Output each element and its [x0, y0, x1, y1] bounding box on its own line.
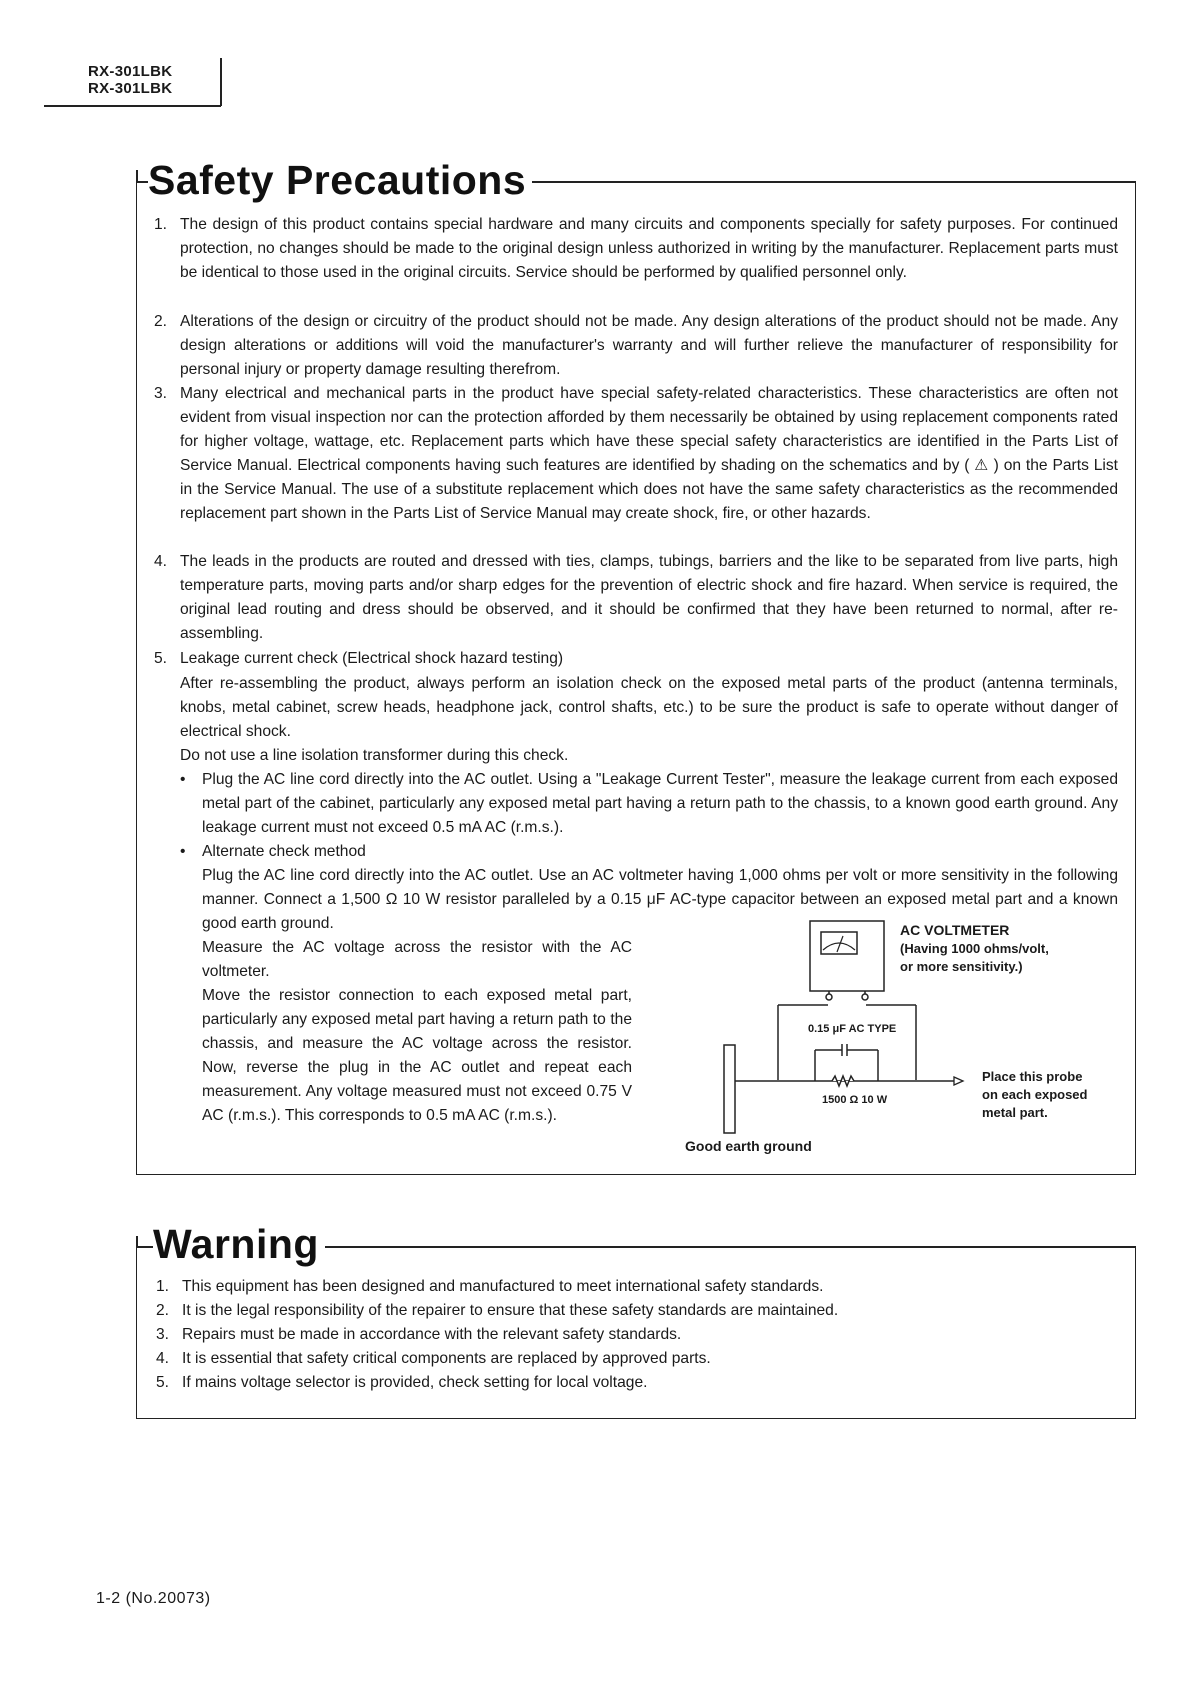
resistor-label: 1500 Ω 10 W [822, 1094, 888, 1106]
ground-label: Good earth ground [685, 1138, 812, 1154]
bullet-dot: • [180, 771, 186, 788]
warning-item-3-number: 3. [156, 1326, 170, 1343]
safety-item-4 [154, 550, 1118, 646]
warning-item-2 [156, 1299, 1116, 1323]
warning-title: Warning [153, 1222, 325, 1266]
safety-item-5 [154, 647, 1118, 671]
voltmeter-terminal-right [862, 994, 868, 1000]
model-designation [88, 63, 172, 97]
model-line-2: RX-301LBK [88, 80, 173, 97]
safety-item-2-text: Alterations of the design or circuitry of the product should not be made. Any design alterations of the product should not be made. Any design alterations or additions will void the manufacturer's warranty and will further relieve the manufacturer of responsibility for personal injury or property damage resulting therefrom. [180, 313, 1118, 378]
warning-item-4 [156, 1347, 1116, 1371]
safety-item-3-text: Many electrical and mechanical parts in the product have special safety-related characteristics. These characteristics are often not evident from visual inspection nor can the protection afforded by them necessarily be obtained by using replacement components rated for higher voltage, wattage, etc. Replacement parts which have these special safety characteristics are identified in the Parts List of Service Manual. Electrical components having such features are identified by shading on the schematics and by ( ⚠ ) on the Parts List in the Service Manual. The use of a substitute replacement which does not have the same safety characteristics as the recommended replacement part shown in the Parts List of Service Manual may create shock, fire, or other hazards. [180, 385, 1118, 522]
warning-item-4-number: 4. [156, 1350, 170, 1367]
warning-item-5-text: If mains voltage selector is provided, check setting for local voltage. [182, 1374, 648, 1391]
safety-item-1-number: 1. [154, 216, 168, 233]
safety-item-1-text: The design of this product contains special hardware and many circuits and components specially for safety purposes. For continued protection, no changes should be made to the original design unless authorized in writing by the manufacturer. Replacement parts must be identical to those used in the original circuits. Service should be performed by qualified personnel only. [180, 216, 1118, 281]
alternate-check-bullet [180, 840, 1118, 864]
warning-item-5-number: 5. [156, 1374, 170, 1391]
warning-item-2-text: It is the legal responsibility of the repairer to ensure that these safety standards are maintained. [182, 1302, 839, 1319]
isolation-transformer-note: Do not use a line isolation transformer during this check. [180, 747, 569, 764]
safety-item-4-text: The leads in the products are routed and dressed with ties, clamps, tubings, barriers and the like to be separated from live parts, high temperature parts, moving parts and/or sharp edges for the prevention of electric shock and fire hazard. When service is required, the original lead routing and dress should be observed, and it should be confirmed that they have been returned to normal, after re-assembling. [180, 553, 1118, 642]
alternate-check-title: Alternate check method [202, 843, 366, 860]
voltmeter-label: AC VOLTMETER [900, 922, 1010, 938]
probe-arrow [954, 1077, 963, 1085]
model-line-1: RX-301LBK [88, 63, 173, 80]
warning-item-4-text: It is essential that safety critical components are replaced by approved parts. [182, 1350, 711, 1367]
alternate-check-paragraph: Plug the AC line cord directly into the AC outlet. Use an AC voltmeter having 1,000 ohms per volt or more sensitivity in the following manner. Connect a 1,500 Ω 10 W resistor paralleled by a 0.15 μF AC-type capacitor between an exposed metal part and a known good earth ground. [202, 867, 1118, 932]
header-divider-vertical [220, 58, 222, 106]
voltmeter-sub-1: (Having 1000 ohms/volt, [900, 941, 1049, 956]
move-resistor-text: Move the resistor connection to each exposed metal part, particularly any exposed metal part having a return path to the chassis, and measure the AC voltage across the resistor. Now, reverse the plug in the AC outlet and repeat each measurement. Any voltage measured must not exceed 0.75 V AC (r.m.s.). This corresponds to 0.5 mA AC (r.m.s.). [202, 987, 632, 1124]
safety-corner-tick [136, 170, 138, 182]
page-number: 1-2 (No.20073) [96, 1590, 211, 1607]
leakage-tester-text: Plug the AC line cord directly into the AC outlet. Using a "Leakage Current Tester", measure the leakage current from each exposed metal part of the cabinet, particularly any exposed metal part having a return path to the chassis, to a known good earth ground. Any leakage current must not exceed 0.5 mA AC (r.m.s.). [202, 771, 1118, 836]
warning-corner-tick [136, 1236, 138, 1247]
header-divider-horizontal [44, 105, 221, 107]
warning-item-1-text: This equipment has been designed and manufactured to meet international safety standards. [182, 1278, 824, 1295]
capacitor-label: 0.15 μF AC TYPE [808, 1023, 897, 1035]
warning-item-3-text: Repairs must be made in accordance with the relevant safety standards. [182, 1326, 682, 1343]
voltmeter-sub-2: or more sensitivity.) [900, 959, 1023, 974]
voltmeter-terminal-left [826, 994, 832, 1000]
safety-item-5-number: 5. [154, 650, 168, 667]
safety-item-5-title: Leakage current check (Electrical shock hazard testing) [180, 650, 564, 667]
probe-label-3: metal part. [982, 1105, 1048, 1120]
leakage-check-paragraph: After re-assembling the product, always perform an isolation check on the exposed metal parts of the product (antenna terminals, knobs, metal cabinet, screw heads, headphone jack, control shafts, etc.) to be sure the product is safe to operate without danger of electrical shock. [180, 675, 1118, 740]
warning-item-1-number: 1. [156, 1278, 170, 1295]
warning-item-2-number: 2. [156, 1302, 170, 1319]
warning-item-1 [156, 1275, 1116, 1299]
bullet-dot: • [180, 843, 186, 860]
safety-item-1 [154, 213, 1118, 285]
safety-item-2-number: 2. [154, 313, 168, 330]
safety-item-3 [154, 382, 1118, 526]
safety-item-3-number: 3. [154, 385, 168, 402]
leakage-tester-bullet [180, 768, 1118, 840]
measure-voltage-text: Measure the AC voltage across the resistor with the AC voltmeter. [202, 939, 632, 980]
resistor-zigzag [832, 1076, 854, 1086]
ground-rod [724, 1045, 735, 1133]
warning-item-5 [156, 1371, 1116, 1395]
probe-label-1: Place this probe [982, 1069, 1083, 1084]
warning-item-3 [156, 1323, 1116, 1347]
safety-item-2 [154, 310, 1118, 382]
safety-item-4-number: 4. [154, 553, 168, 570]
probe-label-2: on each exposed [982, 1087, 1088, 1102]
leakage-test-circuit-diagram [660, 920, 1130, 1160]
safety-precautions-title: Safety Precautions [148, 158, 532, 202]
